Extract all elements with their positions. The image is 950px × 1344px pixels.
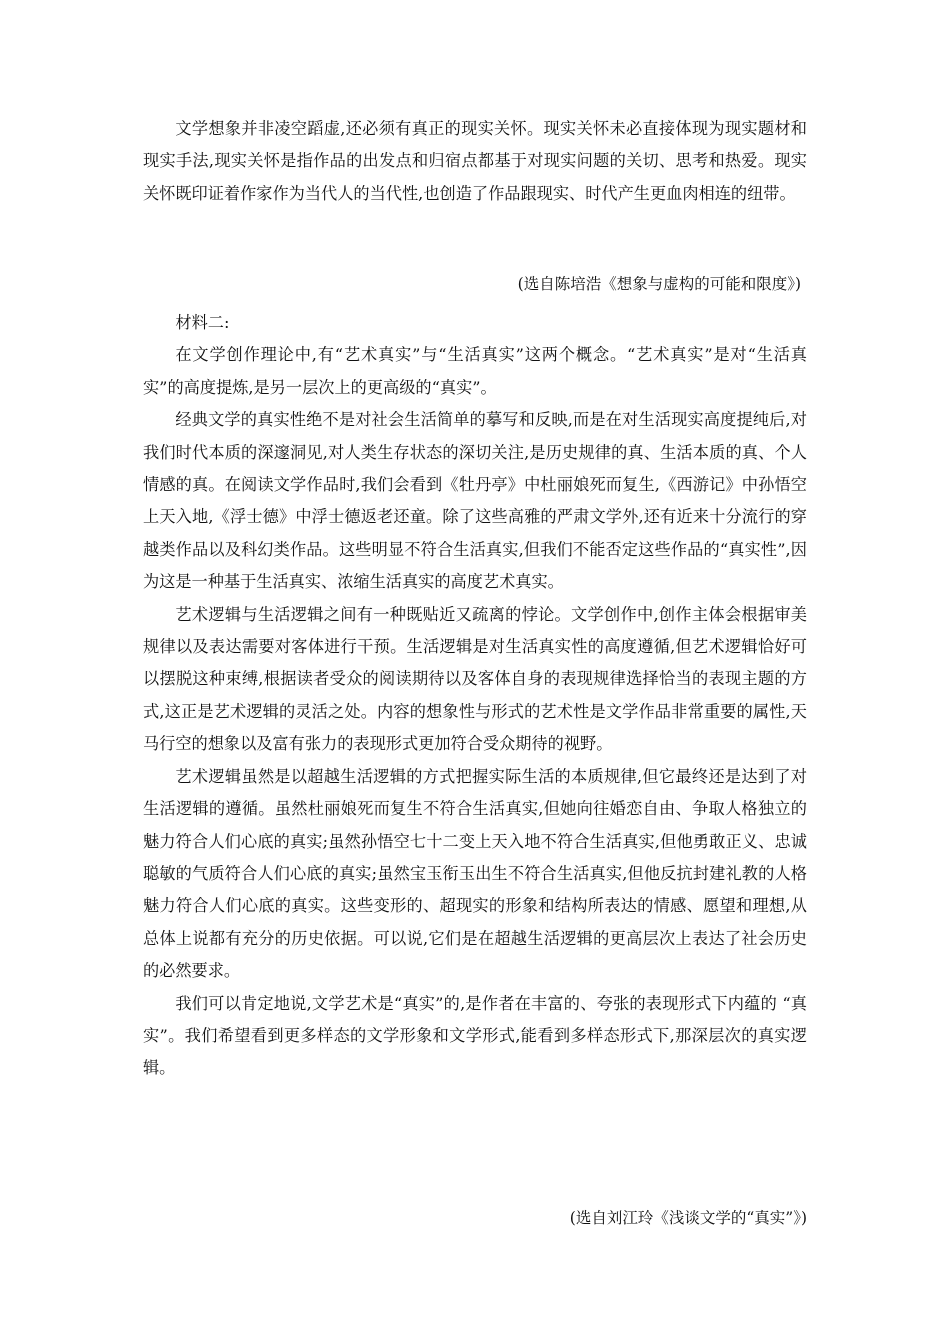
material-two-source-block xyxy=(143,1202,807,1234)
material-two-paragraph-3: 艺术逻辑与生活逻辑之间有一种既贴近又疏离的悖论。文学创作中,创作主体会根据审美规律以及表达需要对客体进行干预。生活逻辑是对生活真实性的高度遵循,但艺术逻辑恰好可以摆脱这种束缚,根据读者受众的阅读期待以及客体自身的表现规律选择恰当的表现主题的方式,这正是艺术逻辑的灵活之处。内容的想象性与形式的艺术性是文学作品非常重要的属性,天马行空的想象以及富有张力的表现形式更加符合受众期待的视野。 xyxy=(143,604,807,754)
material-two-source: (选自刘江玲《浅谈文学的“真实”》) xyxy=(569,1209,807,1227)
material-one-block xyxy=(143,113,807,210)
material-two-heading: 材料二: xyxy=(175,313,230,332)
material-two-paragraph-5: 我们可以肯定地说,文学艺术是“真实”的,是作者在丰富的、夸张的表现形式下内蕴的 “真实”。我们希望看到更多样态的文学形象和文学形式,能看到多样态形式下,那深层次的真实逻辑。 xyxy=(143,993,807,1078)
material-two-block xyxy=(143,307,807,1085)
material-two-paragraph-1: 在文学创作理论中,有“艺术真实”与“生活真实”这两个概念。“艺术真实”是对“生活真实”的高度提炼,是另一层次上的更高级的“真实”。 xyxy=(143,345,807,397)
material-one-source: (选自陈培浩《想象与虚构的可能和限度》) xyxy=(517,275,801,293)
material-two-paragraph-2: 经典文学的真实性绝不是对社会生活简单的摹写和反映,而是在对生活现实高度提纯后,对我们时代本质的深邃洞见,对人类生存状态的深切关注,是历史规律的真、生活本质的真、个人情感的真。在阅读文学作品时,我们会看到《牡丹亭》中杜丽娘死而复生,《西游记》中孙悟空上天入地,《浮士德》中浮士德返老还童。除了这些高雅的严肃文学外,还有近来十分流行的穿越类作品以及科幻类作品。这些明显不符合生活真实,但我们不能否定这些作品的“真实性”,因为这是一种基于生活真实、浓缩生活真实的高度艺术真实。 xyxy=(143,410,807,592)
material-one-source-block xyxy=(143,268,807,300)
material-two-paragraph-4: 艺术逻辑虽然是以超越生活逻辑的方式把握实际生活的本质规律,但它最终还是达到了对生活逻辑的遵循。虽然杜丽娘死而复生不符合生活真实,但她向往婚恋自由、争取人格独立的魅力符合人们心底的真实;虽然孙悟空七十二变上天入地不符合生活真实,但他勇敢正义、忠诚聪敏的气质符合人们心底的真实;虽然宝玉衔玉出生不符合生活真实,但他反抗封建礼教的人格魅力符合人们心底的真实。这些变形的、超现实的形象和结构所表达的情感、愿望和理想,从总体上说都有充分的历史依据。可以说,它们是在超越生活逻辑的更高层次上表达了社会历史的必然要求。 xyxy=(143,766,807,981)
material-one-paragraph: 文学想象并非凌空蹈虚,还必须有真正的现实关怀。现实关怀未必直接体现为现实题材和现实手法,现实关怀是指作品的出发点和归宿点都基于对现实问题的关切、思考和热爱。现实关怀既印证着作家作为当代人的当代性,也创造了作品跟现实、时代产生更血肉相连的纽带。 xyxy=(143,119,807,203)
